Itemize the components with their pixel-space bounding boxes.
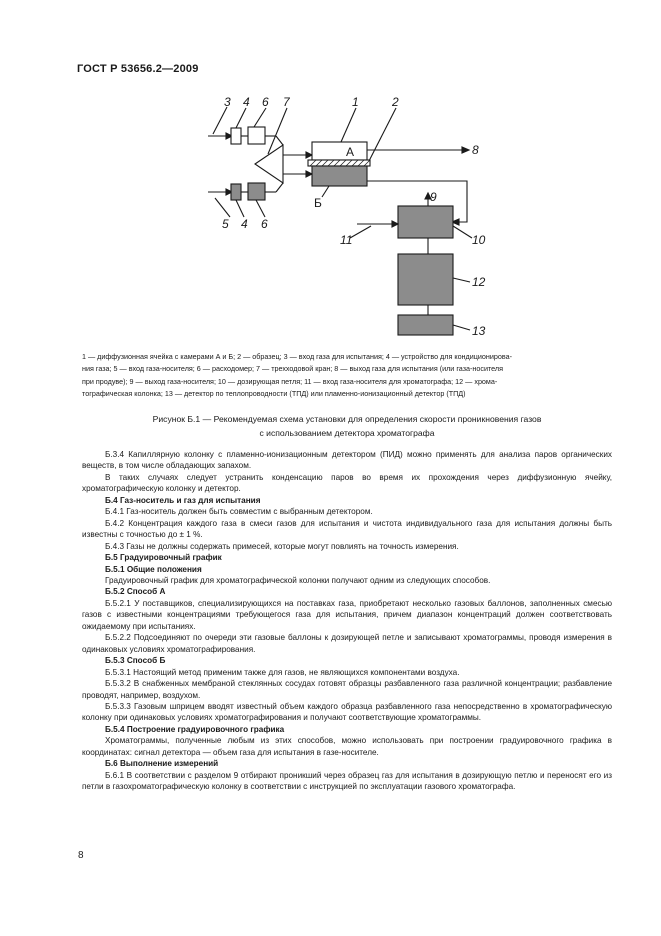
conditioner-bottom — [231, 184, 241, 200]
label-10: 10 — [472, 233, 486, 247]
label-1: 1 — [352, 95, 359, 109]
chamber-b — [312, 166, 367, 186]
paragraph: Б.4.1 Газ-носитель должен быть совместим с выбранным детектором. — [105, 507, 373, 517]
paragraph: Б.5.2.1 У поставщиков, специализирующихся на поставках газа, приобретают несколько газовых баллонов, заполненных смесью газов с известными концентрациями требующегося газа для испытания, причем диапазон концентраций должен соответствовать ожидаемому при испытаниях. — [82, 598, 612, 631]
arrow-icon — [392, 221, 398, 227]
paragraph: Б.4.2 Концентрация каждого газа в смеси газов для испытания и чистота индивидуального газа для испытания должны быть известны с точностью до ± 1 %. — [82, 518, 612, 540]
label-6: 6 — [262, 95, 269, 109]
caption-line: Рисунок Б.1 — Рекомендуемая схема установки для определения скорости проникновения газов — [152, 414, 542, 424]
paragraph: Б.4.3 Газы не должны содержать примесей, которые могут повлиять на точность измерения. — [105, 541, 459, 551]
chamber-a — [312, 142, 367, 160]
chromatographic-column — [398, 254, 453, 305]
section-heading: Б.5.3 Способ Б — [105, 656, 166, 666]
paragraph: Б.5.3.1 Настоящий метод применим также для газов, не являющихся компонентами воздуха. — [105, 667, 460, 677]
paragraph: Градуировочный график для хроматографической колонки получают одним из следующих способов. — [105, 575, 491, 585]
label-4-bottom: 4 — [241, 217, 248, 231]
section-heading: Б.5.4 Построение градуировочного графика — [105, 724, 285, 734]
label-6-bottom: 6 — [261, 217, 268, 231]
label-12: 12 — [472, 275, 486, 289]
legend-line: при продуве); 9 — выход газа-носителя; 10 — дозирующая петля; 11 — вход газа-носителя для хроматографа; 12 — хрома- — [82, 376, 498, 386]
section-heading: Б.4 Газ-носитель и газ для испытания — [105, 495, 261, 505]
flowmeter-bottom — [248, 183, 265, 200]
figure-caption — [82, 413, 612, 440]
section-heading: Б.6 Выполнение измерений — [105, 759, 219, 769]
label-3: 3 — [224, 95, 231, 109]
label-13: 13 — [472, 324, 486, 338]
label-11: 11 — [340, 233, 353, 247]
label-2: 2 — [392, 95, 399, 109]
conditioner-top — [231, 128, 241, 144]
section-heading: Б.5.2 Способ А — [105, 587, 166, 597]
arrow-icon — [306, 152, 312, 158]
chamber-a-label: А — [346, 145, 355, 159]
detector — [398, 315, 453, 335]
paragraph: Б.5.2.2 Подсоединяют по очереди эти газовые баллоны к дозирующей петле и записывают хроматограммы, проводя измерения в одинаковых условиях хроматографирования. — [82, 633, 612, 654]
paragraph: Б.5.3.3 Газовым шприцем вводят известный объем каждого образца разбавленного газа непосредственно в хроматографическую колонку при одинаковых условиях хроматографирования и получают соответствующие хроматограммы. — [82, 701, 612, 723]
label-8: 8 — [472, 143, 479, 157]
page-number: 8 — [78, 850, 84, 861]
label-5: 5 — [222, 217, 229, 231]
body-text — [82, 449, 612, 793]
arrow-icon — [462, 147, 469, 153]
label-4: 4 — [243, 95, 250, 109]
paragraph: В таких случаях следует устранить конденсацию паров во время их прохождения через диффузионную ячейку, хроматографическую колонку и детектор. — [82, 472, 612, 494]
label-9: 9 — [430, 190, 437, 204]
arrow-icon — [306, 171, 312, 177]
legend-line: тографическая колонка; 13 — детектор по теплопроводности (ТПД) или пламенно-ионизационный детектор (ТПД) — [82, 389, 466, 399]
chamber-b-label: Б — [314, 196, 322, 210]
paragraph: Б.3.4 Капиллярную колонку с пламенно-ионизационным детектором (ПИД) можно применять для анализа паров органических веществ, в том числе обладающих запахом. — [82, 450, 612, 471]
standard-header: ГОСТ Р 53656.2—2009 — [77, 63, 199, 75]
section-heading: Б.5 Градуировочный график — [105, 553, 222, 563]
dosing-loop — [398, 206, 453, 238]
figure-legend — [82, 351, 612, 401]
legend-line: ния газа; 5 — вход газа-носителя; 6 — расходомер; 7 — трехходовой кран; 8 — выход газа для испытания (или газа-носителя — [82, 364, 504, 374]
paragraph: Б.5.3.2 В снабженных мембраной стеклянных сосудах готовят образцы разбавленного газа различной концентрации; разбавление проводят, например, воздухом. — [82, 679, 612, 700]
flowmeter-top — [248, 127, 265, 144]
legend-line: 1 — диффузионная ячейка с камерами А и Б; 2 — образец; 3 — вход газа для испытания; 4 — устройство для кондиционирова- — [82, 352, 512, 361]
paragraph: Б.6.1 В соответствии с разделом 9 отбирают проникший через образец газ для испытания в дозирующую петлю и переносят его из петли в газохроматографическую колонку в соответствии с инструкцией по эксплуатации газового хроматографа. — [82, 770, 612, 792]
section-heading: Б.5.1 Общие положения — [105, 564, 202, 574]
label-7: 7 — [283, 95, 290, 109]
caption-line: с использованием детектора хроматографа — [259, 427, 435, 438]
paragraph: Хроматограммы, полученные любым из этих способов, можно использовать при построении градуировочного графика в координатах: сигнал детектора — объем газа для испытания в газе-носителе. — [82, 736, 612, 757]
setup-schematic — [0, 0, 661, 345]
